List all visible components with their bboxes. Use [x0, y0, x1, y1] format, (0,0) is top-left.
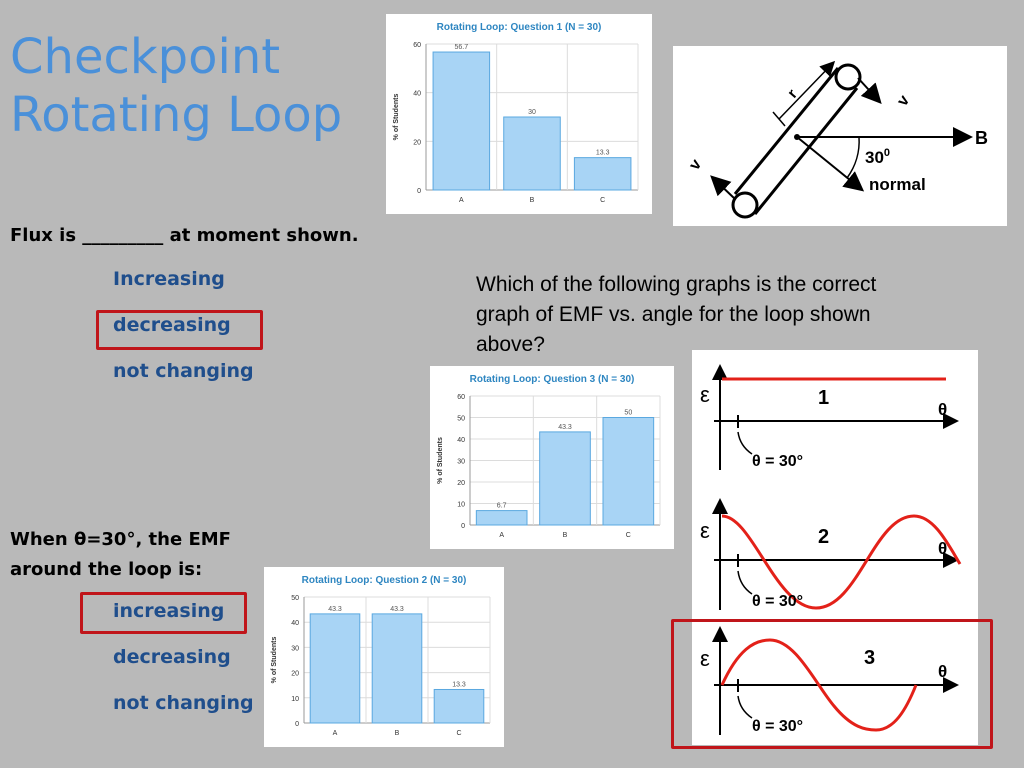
y-tick-label: 20 — [291, 670, 299, 678]
y-tick-label: 30 — [457, 458, 465, 466]
emf-symbol-3: ε — [700, 646, 710, 671]
y-tick-label: 10 — [457, 501, 465, 509]
q1-option-not-changing[interactable]: not changing — [113, 360, 254, 382]
slide-title — [10, 28, 342, 144]
data-label-C: 13.3 — [452, 681, 466, 689]
chart-title: Rotating Loop: Question 3 (N = 30) — [469, 374, 635, 385]
y-tick-label: 40 — [457, 437, 465, 444]
question-graph-prompt — [476, 270, 876, 360]
b-field-label: B — [975, 128, 988, 148]
emf-symbol-1: ε — [700, 382, 710, 407]
q1-option-decreasing[interactable]: decreasing — [113, 314, 231, 336]
bar-B — [504, 117, 561, 190]
loop-diagram-svg — [673, 46, 1007, 226]
prompt-line-1: Which of the following graphs is the correct — [476, 273, 877, 296]
data-label-B: 43.3 — [390, 605, 404, 613]
velocity-arrow-top-icon — [858, 78, 879, 101]
rod-icon — [733, 65, 860, 217]
y-axis-label: % of Students — [393, 93, 400, 141]
normal-arrow-icon — [797, 137, 861, 189]
y-tick-label: 40 — [413, 90, 421, 98]
graph-label-1: 1 — [818, 387, 830, 409]
x-tick-label-B: B — [394, 730, 400, 737]
bar-chart-q3 — [430, 366, 674, 549]
theta-label-1: θ — [938, 400, 948, 419]
velocity-label-bottom: v — [686, 156, 706, 174]
theta-label-2: θ — [938, 539, 948, 558]
title-line-1: Checkpoint — [10, 29, 281, 85]
y-tick-label: 10 — [291, 695, 299, 703]
q1-option-increasing[interactable]: Increasing — [113, 268, 225, 290]
y-tick-label: 50 — [457, 415, 465, 423]
bar-C — [574, 158, 631, 190]
marker-label-3: θ = 30° — [752, 718, 804, 735]
y-tick-label: 0 — [295, 721, 299, 728]
question-emf-line-1: When θ=30°, the EMF — [10, 529, 231, 550]
y-axis-label: % of Students — [271, 636, 278, 684]
chart-title: Rotating Loop: Question 1 (N = 30) — [436, 22, 602, 33]
prompt-line-2: graph of EMF vs. angle for the loop shown — [476, 303, 871, 326]
normal-label: normal — [869, 175, 926, 194]
emf-symbol-2: ε — [700, 518, 710, 543]
bar-A — [310, 614, 360, 723]
marker-label-2: θ = 30° — [752, 593, 804, 610]
theta-label-3: θ — [938, 662, 948, 681]
y-tick-label: 20 — [457, 480, 465, 487]
y-tick-label: 30 — [291, 645, 299, 653]
y-tick-label: 60 — [457, 394, 465, 401]
angle-arc-icon — [847, 137, 859, 178]
data-label-A: 43.3 — [328, 605, 342, 613]
x-tick-label-A: A — [332, 730, 338, 737]
data-label-C: 50 — [624, 409, 633, 417]
y-tick-label: 60 — [413, 42, 421, 49]
graph-label-3: 3 — [864, 647, 876, 669]
q2-option-increasing[interactable]: increasing — [113, 600, 225, 622]
bar-A — [433, 52, 490, 190]
y-axis-label: % of Students — [437, 437, 444, 484]
bar-C — [434, 689, 484, 723]
y-tick-label: 40 — [291, 620, 299, 628]
chart-question-2 — [264, 567, 504, 747]
x-tick-label-C: C — [625, 532, 631, 539]
bar-chart-q1 — [386, 14, 652, 214]
y-tick-label: 20 — [413, 139, 421, 147]
x-tick-label-C: C — [456, 730, 462, 737]
x-tick-label-A: A — [458, 197, 464, 204]
y-tick-label: 50 — [291, 595, 299, 602]
bar-chart-q2 — [264, 567, 504, 747]
x-tick-label-B: B — [562, 532, 568, 539]
x-tick-label-B: B — [529, 197, 535, 204]
angle-label: $30^0$ — [865, 147, 891, 167]
bar-C — [603, 418, 654, 526]
question-emf — [10, 525, 231, 585]
velocity-label-top: v — [894, 92, 914, 110]
y-tick-label: 0 — [417, 188, 421, 195]
question-flux: Flux is _________ at moment shown. — [10, 225, 359, 246]
chart-question-1 — [386, 14, 652, 214]
r-label: r — [784, 86, 801, 102]
chart-title: Rotating Loop: Question 2 (N = 30) — [301, 575, 467, 586]
data-label-A: 6.7 — [496, 502, 507, 510]
data-label-B: 43.3 — [558, 423, 572, 431]
x-tick-label-A: A — [499, 532, 505, 539]
velocity-arrow-bottom-icon — [713, 178, 735, 199]
marker-label-1: θ = 30° — [752, 453, 804, 470]
bar-A — [476, 511, 527, 525]
emf-graph-2[interactable] — [700, 500, 960, 610]
question-emf-line-2: around the loop is: — [10, 559, 203, 580]
rotating-loop-diagram — [673, 46, 1007, 226]
data-label-C: 13.3 — [595, 149, 610, 157]
data-label-B: 30 — [528, 109, 536, 116]
bar-B — [372, 614, 422, 723]
q1-answer-highlight — [96, 310, 263, 350]
data-label-A: 56.7 — [454, 44, 469, 52]
bar-B — [540, 432, 591, 525]
graph-label-2: 2 — [818, 526, 830, 548]
title-line-2: Rotating Loop — [10, 87, 343, 143]
x-tick-label-C: C — [600, 197, 606, 204]
chart-question-3 — [430, 366, 674, 549]
emf-graph-1[interactable] — [700, 366, 957, 470]
graph-answer-highlight — [671, 619, 993, 749]
q2-answer-highlight — [80, 592, 247, 634]
q2-option-not-changing[interactable]: not changing — [113, 692, 254, 714]
q2-option-decreasing[interactable]: decreasing — [113, 646, 231, 668]
prompt-line-3: above? — [476, 333, 545, 356]
y-tick-label: 0 — [461, 523, 465, 530]
